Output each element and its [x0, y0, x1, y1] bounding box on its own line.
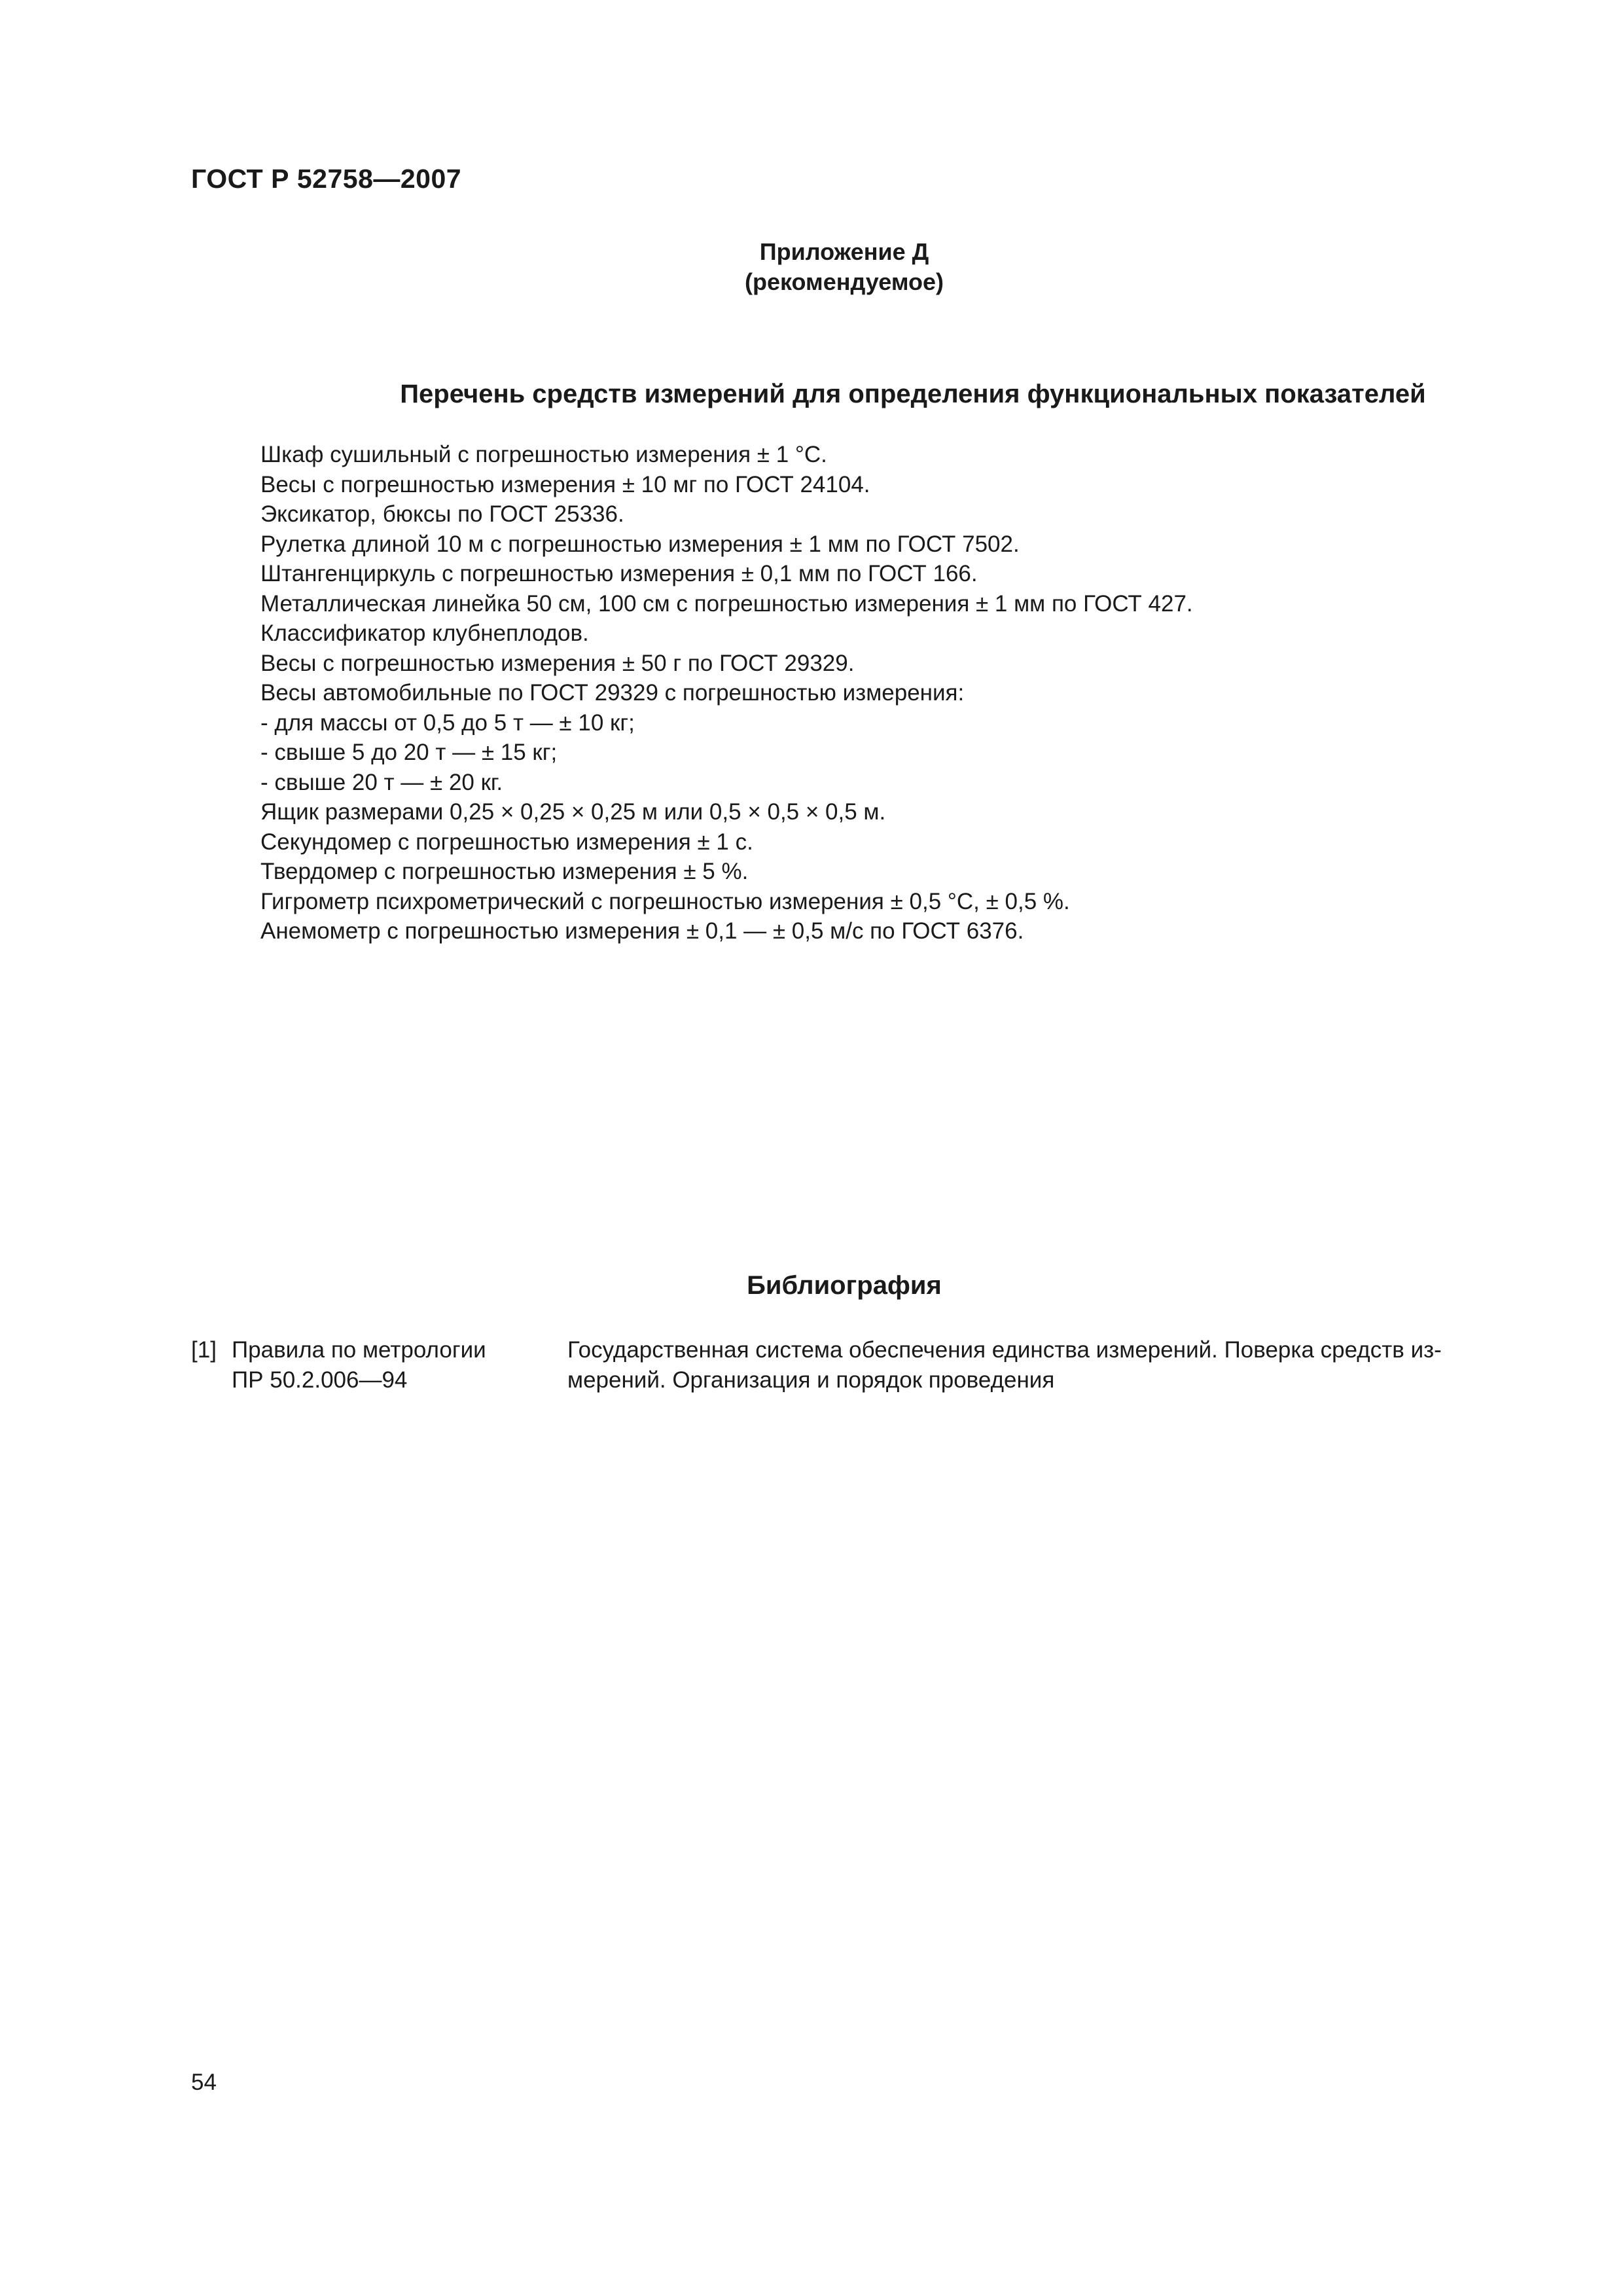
bibliography-source-line: Правила по метрологии [232, 1337, 486, 1363]
list-item: Весы с погрешностью измерения ± 10 мг по ГОСТ 24104. [260, 471, 870, 497]
bibliography-description-line: мерений. Организация и порядок проведения [567, 1367, 1055, 1393]
bibliography-entry-source [232, 1335, 572, 1395]
list-item: - свыше 5 до 20 т — ± 15 кг; [260, 740, 558, 765]
list-item: Твердомер с погрешностью измерения ± 5 %. [260, 859, 749, 884]
bibliography-source-line: ПР 50.2.006—94 [232, 1367, 408, 1393]
bibliography-title-text: Библиография [747, 1271, 942, 1300]
list-item: - свыше 20 т — ± 20 кг. [260, 769, 503, 795]
standard-code: ГОСТ Р 52758—2007 [191, 164, 462, 194]
list-item: Классификатор клубнеплодов. [260, 620, 589, 646]
bibliography-entry-number: [1] [191, 1337, 217, 1363]
list-item: Шкаф сушильный с погрешностью измерения ± 1 °С. [260, 442, 827, 467]
bibliography-entry-description [567, 1335, 1503, 1395]
section-title [0, 380, 1623, 409]
list-item: Штангенциркуль с погрешностью измерения ± 0,1 мм по ГОСТ 166. [260, 561, 978, 586]
list-item: Гигрометр психрометрический с погрешностью измерения ± 0,5 °С, ± 0,5 %. [260, 888, 1070, 914]
instrument-list [260, 440, 1504, 946]
list-item: Весы с погрешностью измерения ± 50 г по ГОСТ 29329. [260, 650, 855, 676]
bibliography-description-line: Государственная система обеспечения единства измерений. Поверка средств из- [567, 1337, 1442, 1363]
appendix-heading: Приложение Д (рекомендуемое) [745, 238, 944, 295]
list-item: Рулетка длиной 10 м с погрешностью измерения ± 1 мм по ГОСТ 7502. [260, 531, 1020, 557]
list-item: Секундомер с погрешностью измерения ± 1 с. [260, 829, 753, 855]
list-item: Металлическая линейка 50 см, 100 см с погрешностью измерения ± 1 мм по ГОСТ 427. [260, 590, 1193, 617]
list-item: Ящик размерами 0,25 × 0,25 × 0,25 м или 0,5 × 0,5 × 0,5 м. [260, 799, 886, 825]
bibliography-title [0, 1271, 1623, 1300]
list-item: Эксикатор, бюксы по ГОСТ 25336. [260, 501, 624, 527]
list-item: Весы автомобильные по ГОСТ 29329 с погрешностью измерения: [260, 680, 965, 706]
list-item: - для массы от 0,5 до 5 т — ± 10 кг; [260, 709, 635, 736]
page-number: 54 [191, 2070, 217, 2095]
list-item: Анемометр с погрешностью измерения ± 0,1 — ± 0,5 м/с по ГОСТ 6376. [260, 918, 1024, 944]
section-title-text: Перечень средств измерений для определения функциональных показателей [400, 380, 1426, 408]
